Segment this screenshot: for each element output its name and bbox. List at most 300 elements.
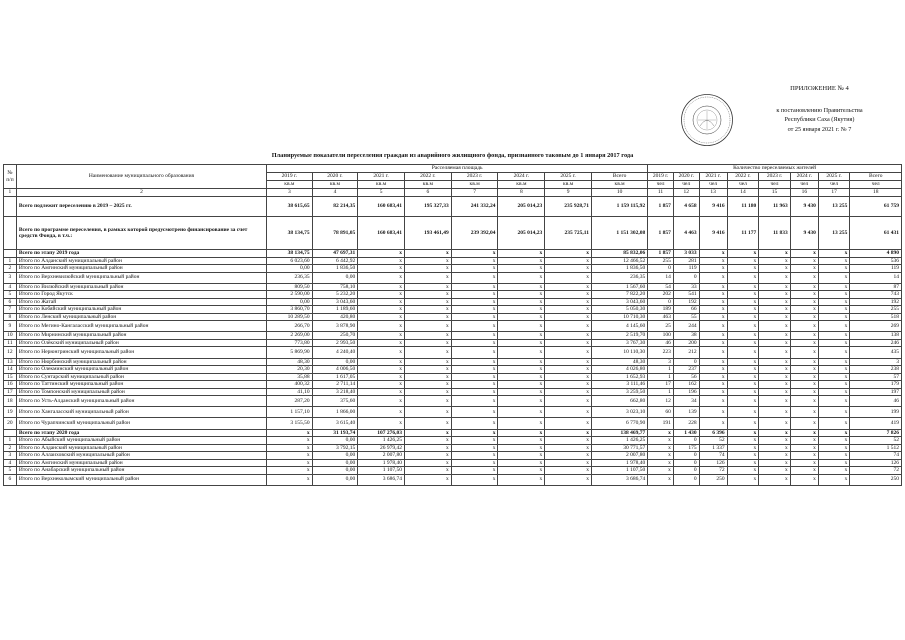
row-value: x <box>451 444 498 452</box>
row-value: x <box>818 429 850 437</box>
row-value: 287,20 <box>267 396 313 407</box>
appendix-line-date: от 25 января 2021 г. № 7 <box>787 125 852 133</box>
row-value: 3 792,15 <box>312 444 358 452</box>
row-value: 35,88 <box>267 373 313 381</box>
table-row <box>4 291 902 299</box>
row-value: 78 891,05 <box>312 217 358 250</box>
row-value: x <box>545 452 592 460</box>
table-row <box>4 429 902 437</box>
row-value: x <box>358 418 405 429</box>
row-value: x <box>358 332 405 340</box>
table-row <box>4 459 902 467</box>
appendix-block <box>737 84 902 134</box>
row-value: 1 857 <box>648 217 674 250</box>
row-value: 193 461,49 <box>404 217 451 250</box>
row-value: x <box>790 381 818 389</box>
row-value: x <box>451 272 498 283</box>
row-number <box>4 250 17 258</box>
header-area-unit: кв.м <box>358 181 405 189</box>
row-value: x <box>545 332 592 340</box>
row-name: Итого по Алданский муниципальный район <box>16 444 266 452</box>
row-value: x <box>545 257 592 265</box>
row-value: x <box>648 459 674 467</box>
row-value: x <box>498 396 545 407</box>
row-value: x <box>358 381 405 389</box>
row-name: Итого по Амгинский муниципальный район <box>16 265 266 273</box>
row-value: 541 <box>673 291 699 299</box>
row-number: 3 <box>4 452 17 460</box>
row-value: 4 658 <box>673 197 699 217</box>
row-number: 6 <box>4 298 17 306</box>
row-value: 9 430 <box>790 197 818 217</box>
row-value: x <box>790 396 818 407</box>
header-area-year: 2021 г. <box>358 173 405 181</box>
row-value: x <box>759 381 791 389</box>
row-value: x <box>404 272 451 283</box>
row-value: x <box>699 283 727 291</box>
row-value: x <box>451 283 498 291</box>
table-row <box>4 407 902 418</box>
header-column-number: 9 <box>545 189 592 197</box>
row-value: 138 469,77 <box>591 429 647 437</box>
row-value: x <box>759 265 791 273</box>
row-value: 160 683,41 <box>358 217 405 250</box>
header-area-year: 2023 г. <box>451 173 498 181</box>
row-name: Всего по этапу 2019 года <box>16 250 266 258</box>
row-value: x <box>498 250 545 258</box>
row-value: x <box>727 474 759 485</box>
row-value: 244 <box>673 321 699 332</box>
header-column-number: 7 <box>451 189 498 197</box>
table-row <box>4 313 902 321</box>
row-value: x <box>404 298 451 306</box>
row-value: 0,00 <box>312 459 358 467</box>
row-value: x <box>498 373 545 381</box>
row-value: x <box>545 459 592 467</box>
row-value: x <box>699 347 727 358</box>
row-value: x <box>404 283 451 291</box>
row-value: x <box>727 272 759 283</box>
row-value: x <box>759 474 791 485</box>
row-value: 26 979,42 <box>358 444 405 452</box>
row-value: 375,60 <box>312 396 358 407</box>
row-value: x <box>451 332 498 340</box>
row-value: 9 416 <box>699 217 727 250</box>
header-area-year: 2020 г. <box>312 173 358 181</box>
row-value: x <box>498 388 545 396</box>
row-value: x <box>699 396 727 407</box>
row-value: x <box>790 373 818 381</box>
row-number: 4 <box>4 283 17 291</box>
row-value: x <box>759 313 791 321</box>
row-value: x <box>818 321 850 332</box>
table-row <box>4 257 902 265</box>
row-value: 235 928,71 <box>545 197 592 217</box>
row-name: Итого по Амгинский муниципальный район <box>16 459 266 467</box>
row-value: x <box>545 388 592 396</box>
row-value: x <box>451 467 498 475</box>
header-people-year: 2022 г. <box>727 173 759 181</box>
row-value: x <box>404 291 451 299</box>
table-row <box>4 321 902 332</box>
row-value: 1 978,40 <box>591 459 647 467</box>
row-value: 9 430 <box>790 217 818 250</box>
row-value: x <box>818 373 850 381</box>
row-value: x <box>727 321 759 332</box>
row-value: x <box>699 306 727 314</box>
row-value: 0,00 <box>267 298 313 306</box>
row-value: 1 978,40 <box>358 459 405 467</box>
row-value: x <box>451 321 498 332</box>
row-value: 0,00 <box>312 437 358 445</box>
row-value: x <box>790 257 818 265</box>
row-value: 1 159 115,92 <box>591 197 647 217</box>
row-value: x <box>451 298 498 306</box>
table-row <box>4 339 902 347</box>
row-name: Итого по Верхневилюйский муниципальный район <box>16 272 266 283</box>
header-area-group: Расселяемая площадь <box>267 165 648 173</box>
row-value: 1 <box>648 366 674 374</box>
row-number: 8 <box>4 313 17 321</box>
row-value: x <box>759 459 791 467</box>
row-value: x <box>759 407 791 418</box>
row-number: 1 <box>4 437 17 445</box>
row-value: 52 <box>699 437 727 445</box>
row-value: x <box>727 407 759 418</box>
row-value: x <box>727 265 759 273</box>
row-value: x <box>790 347 818 358</box>
row-value: 3 <box>648 358 674 366</box>
row-name: Всего по этапу 2020 года <box>16 429 266 437</box>
row-name: Итого по Анабарский муниципальный район <box>16 467 266 475</box>
table-row <box>4 197 902 217</box>
table-row <box>4 332 902 340</box>
row-value: x <box>404 459 451 467</box>
row-value: x <box>727 347 759 358</box>
row-value: 1 107,50 <box>591 467 647 475</box>
row-value: x <box>498 474 545 485</box>
appendix-line-decree: к постановлению Правительства <box>776 106 863 114</box>
row-value: 57 <box>850 373 902 381</box>
row-value: x <box>498 265 545 273</box>
row-value: 0 <box>673 452 699 460</box>
row-value: 191 <box>648 418 674 429</box>
row-value: x <box>818 388 850 396</box>
row-value: 197 <box>850 388 902 396</box>
row-name: Итого по Абыйский муниципальный район <box>16 437 266 445</box>
row-value: x <box>818 381 850 389</box>
row-value: 662,80 <box>591 396 647 407</box>
row-value: x <box>498 347 545 358</box>
row-value: x <box>790 250 818 258</box>
row-number <box>4 429 17 437</box>
header-area-year: Всего <box>591 173 647 181</box>
row-value: x <box>727 429 759 437</box>
row-value: 13 255 <box>818 217 850 250</box>
row-value: x <box>545 283 592 291</box>
row-value: x <box>759 418 791 429</box>
header-people-unit: чел <box>727 181 759 189</box>
table-row <box>4 388 902 396</box>
header-people-year: 2021 г. <box>699 173 727 181</box>
row-name: Итого по Аллаиховский муниципальный район <box>16 452 266 460</box>
row-value: 0,00 <box>312 272 358 283</box>
row-value: x <box>404 429 451 437</box>
row-value: 205 014,23 <box>498 197 545 217</box>
row-value: 30 771,57 <box>591 444 647 452</box>
row-value: x <box>545 467 592 475</box>
table-row <box>4 272 902 283</box>
header-column-number: 1 <box>4 189 17 197</box>
row-value: 1 866,00 <box>312 407 358 418</box>
row-value: x <box>498 272 545 283</box>
row-value: 266,70 <box>267 321 313 332</box>
row-value: x <box>451 339 498 347</box>
row-value: x <box>404 265 451 273</box>
row-value: 48,30 <box>591 358 647 366</box>
row-value: x <box>790 298 818 306</box>
row-value: 55 <box>673 313 699 321</box>
row-value: 1 337 <box>699 444 727 452</box>
row-value: 1 430 <box>673 429 699 437</box>
row-value: 1 836,50 <box>312 265 358 273</box>
row-value: x <box>404 347 451 358</box>
row-value: x <box>699 257 727 265</box>
table-row <box>4 381 902 389</box>
row-value: 3 767,30 <box>591 339 647 347</box>
row-value: 47 697,31 <box>312 250 358 258</box>
row-name: Итого по Олекминский муниципальный район <box>16 366 266 374</box>
row-value: 12 <box>648 396 674 407</box>
row-value: 1 <box>648 373 674 381</box>
row-value: 61 431 <box>850 217 902 250</box>
row-value: x <box>790 339 818 347</box>
row-value: x <box>545 265 592 273</box>
row-value: x <box>545 272 592 283</box>
row-value: x <box>404 313 451 321</box>
row-name: Итого по Верхнеколымский муниципальный район <box>16 474 266 485</box>
row-value: x <box>267 467 313 475</box>
row-value: x <box>451 257 498 265</box>
row-number <box>4 197 17 217</box>
row-value: 3 <box>850 358 902 366</box>
row-value: x <box>818 418 850 429</box>
table-row <box>4 452 902 460</box>
row-value: 1 426,25 <box>591 437 647 445</box>
row-value: x <box>790 388 818 396</box>
row-value: 4 463 <box>673 217 699 250</box>
row-value: 175 <box>673 444 699 452</box>
row-value: x <box>498 437 545 445</box>
row-value: x <box>498 467 545 475</box>
row-value: 223 <box>648 347 674 358</box>
row-value: 119 <box>673 265 699 273</box>
row-value: 1 836,50 <box>591 265 647 273</box>
table-row <box>4 437 902 445</box>
row-value: 1 567,60 <box>591 283 647 291</box>
row-value: x <box>404 467 451 475</box>
row-value: x <box>451 459 498 467</box>
header-people-unit: чел <box>759 181 791 189</box>
row-number: 16 <box>4 381 17 389</box>
table-row <box>4 358 902 366</box>
row-value: x <box>498 358 545 366</box>
header-people-year: 2019 г. <box>648 173 674 181</box>
row-value: x <box>818 347 850 358</box>
header-name: Наименование муниципального образования <box>16 165 266 189</box>
row-value: 10 289,50 <box>267 313 313 321</box>
row-value: x <box>818 407 850 418</box>
row-value: x <box>404 388 451 396</box>
header-people-year: 2025 г. <box>818 173 850 181</box>
row-name: Итого по Хангаласский муниципальный район <box>16 407 266 418</box>
row-value: x <box>790 437 818 445</box>
row-value: 192 <box>850 298 902 306</box>
row-value: x <box>759 452 791 460</box>
row-number: 7 <box>4 306 17 314</box>
header-area-unit: кв.м <box>451 181 498 189</box>
row-value: 189 <box>648 306 674 314</box>
row-value: x <box>404 358 451 366</box>
row-value: x <box>404 339 451 347</box>
row-value: x <box>498 257 545 265</box>
row-value: x <box>545 358 592 366</box>
row-value: 228 <box>673 418 699 429</box>
row-value: 1 426,25 <box>358 437 405 445</box>
row-number: 13 <box>4 358 17 366</box>
header-column-number: 12 <box>673 189 699 197</box>
row-value: x <box>498 298 545 306</box>
row-value: x <box>790 291 818 299</box>
header-people-year: 2023 г. <box>759 173 791 181</box>
row-value: x <box>759 283 791 291</box>
row-value: 1 512 <box>850 444 902 452</box>
table-row <box>4 283 902 291</box>
row-value: x <box>404 474 451 485</box>
row-number: 9 <box>4 321 17 332</box>
row-value: x <box>404 444 451 452</box>
row-value: x <box>818 444 850 452</box>
row-value: x <box>818 283 850 291</box>
row-value: x <box>818 250 850 258</box>
row-value: 212 <box>673 347 699 358</box>
row-value: 4 240,40 <box>312 347 358 358</box>
row-value: x <box>759 437 791 445</box>
row-value: x <box>498 291 545 299</box>
row-value: x <box>267 459 313 467</box>
header-area-year: 2025 г. <box>545 173 592 181</box>
table-row <box>4 474 902 485</box>
row-value: x <box>498 313 545 321</box>
row-value: x <box>545 381 592 389</box>
row-value: x <box>545 250 592 258</box>
row-value: 61 759 <box>850 197 902 217</box>
row-value: 3 155,50 <box>267 418 313 429</box>
row-value: 72 <box>699 467 727 475</box>
row-value: x <box>404 257 451 265</box>
table-row <box>4 418 902 429</box>
row-number: 1 <box>4 257 17 265</box>
row-value: 238 <box>850 366 902 374</box>
row-value: 0,00 <box>312 358 358 366</box>
row-value: 139 <box>673 407 699 418</box>
row-number: 2 <box>4 444 17 452</box>
row-value: 758,10 <box>312 283 358 291</box>
header-column-number: 14 <box>727 189 759 197</box>
row-value: 38 134,75 <box>267 217 313 250</box>
row-value: 809,50 <box>267 283 313 291</box>
row-value: 0,00 <box>312 474 358 485</box>
row-name: Итого по Мегино-Кангаласский муниципальный район <box>16 321 266 332</box>
row-value: x <box>759 332 791 340</box>
row-value: x <box>759 321 791 332</box>
row-value: x <box>545 321 592 332</box>
row-name: Итого по Нюрбинский муниципальный район <box>16 358 266 366</box>
row-value: x <box>648 429 674 437</box>
row-number: 5 <box>4 467 17 475</box>
row-value: x <box>267 437 313 445</box>
row-value: 5 050,30 <box>591 306 647 314</box>
table-row <box>4 306 902 314</box>
row-value: x <box>727 467 759 475</box>
row-value: x <box>759 358 791 366</box>
row-value: x <box>545 429 592 437</box>
row-value: 435 <box>850 347 902 358</box>
row-value: x <box>404 407 451 418</box>
row-value: x <box>358 306 405 314</box>
row-value: 17 <box>648 381 674 389</box>
row-value: 195 327,33 <box>404 197 451 217</box>
row-value: x <box>790 283 818 291</box>
row-value: 239 392,04 <box>451 217 498 250</box>
row-value: 5 232,20 <box>312 291 358 299</box>
row-value: x <box>404 452 451 460</box>
row-value: 419 <box>850 418 902 429</box>
row-value: 100 <box>648 332 674 340</box>
row-value: 205 014,23 <box>498 217 545 250</box>
row-value: x <box>727 366 759 374</box>
row-name: Итого по Сунтарский муниципальный район <box>16 373 266 381</box>
row-value: x <box>759 388 791 396</box>
row-value: x <box>727 291 759 299</box>
row-number: 14 <box>4 366 17 374</box>
row-value: 46 <box>850 396 902 407</box>
row-value: 0,00 <box>312 452 358 460</box>
row-value: 126 <box>850 459 902 467</box>
row-value: 74 <box>850 452 902 460</box>
table-row <box>4 467 902 475</box>
row-value: 11 963 <box>759 197 791 217</box>
row-value: x <box>699 388 727 396</box>
row-name: Итого по Олёкский муниципальный район <box>16 339 266 347</box>
row-value: x <box>404 250 451 258</box>
header-column-number: 18 <box>850 189 902 197</box>
row-value: 0,00 <box>312 467 358 475</box>
row-value: x <box>358 396 405 407</box>
row-value: x <box>451 437 498 445</box>
row-value: x <box>451 373 498 381</box>
row-value: x <box>727 339 759 347</box>
row-value: 1 652,93 <box>591 373 647 381</box>
row-value: 773,80 <box>267 339 313 347</box>
row-value: x <box>818 467 850 475</box>
row-value: x <box>498 321 545 332</box>
row-number: 2 <box>4 265 17 273</box>
row-value: x <box>545 396 592 407</box>
row-value: x <box>498 366 545 374</box>
header-area-unit: кв.м <box>498 181 545 189</box>
row-value: x <box>404 332 451 340</box>
